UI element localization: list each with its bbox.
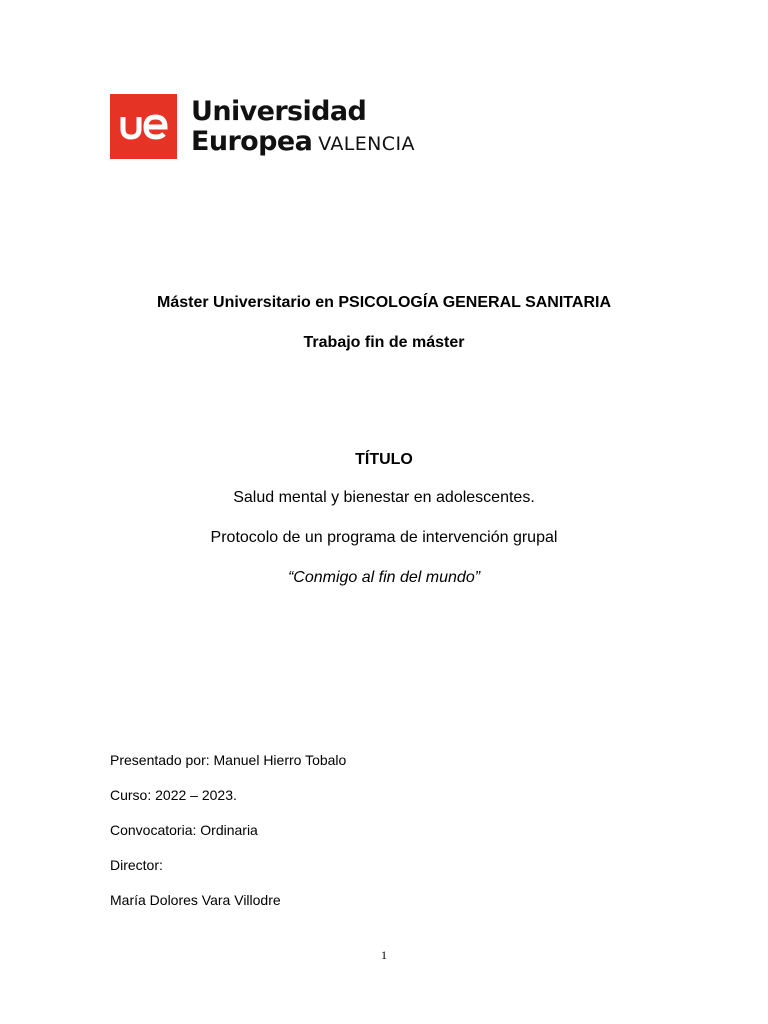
work-type: Trabajo fin de máster xyxy=(303,334,465,351)
master-program-title: Máster Universitario en PSICOLOGÍA GENERAL SANITARIA xyxy=(156,294,611,311)
title-line-1: Salud mental y bienestar en adolescentes. xyxy=(233,489,535,506)
logo-line-europea xyxy=(191,128,415,155)
logo-wordmark xyxy=(191,98,415,155)
course-year: Curso: 2022 – 2023. xyxy=(110,787,237,803)
logo-city: VALENCIA xyxy=(318,133,415,155)
director-label: Director: xyxy=(110,857,163,873)
title-line-3: “Conmigo al fin del mundo” xyxy=(287,569,481,586)
ue-logo-icon xyxy=(119,112,169,142)
page-number: 1 xyxy=(381,948,387,962)
call-type: Convocatoria: Ordinaria xyxy=(110,822,258,838)
ue-logo-mark xyxy=(110,94,177,159)
title-line-2: Protocolo de un programa de intervención grupal xyxy=(210,529,558,546)
university-logo xyxy=(110,94,415,159)
title-heading: TÍTULO xyxy=(355,451,413,468)
director-name: María Dolores Vara Villodre xyxy=(110,892,281,908)
logo-europea: Europea xyxy=(191,126,313,157)
presented-by: Presentado por: Manuel Hierro Tobalo xyxy=(110,752,347,768)
logo-line-universidad: Universidad xyxy=(191,96,367,127)
